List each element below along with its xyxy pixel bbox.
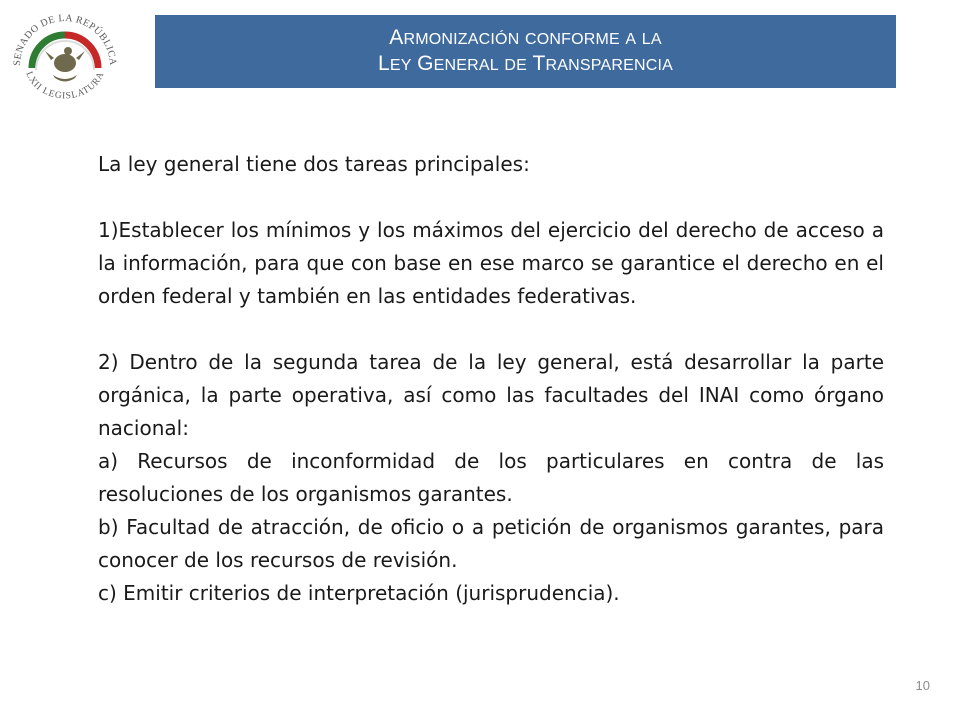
title-capital: A <box>389 25 404 49</box>
title-word: A <box>625 30 637 48</box>
task-1-text: 1)Establecer los mínimos y los máximos del ejercicio del derecho de acceso a la información, para que con base en ese marco se garantice el derecho en el orden federal y también en las entidades federativas. <box>98 218 884 308</box>
title-capital: T <box>532 51 546 75</box>
item-b-text: b) Facultad de atracción, de oficio o a petición de organismos garantes, para conocer de los recursos de revisión. <box>98 515 884 572</box>
slide-body <box>98 148 884 610</box>
title-capital: G <box>417 51 434 75</box>
task-2-text: 2) Dentro de la segunda tarea de la ley general, está desarrollar la parte orgánica, la parte operativa, así como las facultades del INAI como órgano nacional: <box>98 350 884 440</box>
seal-top-text: SENADO DE LA REPÚBLICA <box>11 12 119 67</box>
title-word: DE <box>504 56 528 74</box>
item-c-text: c) Emitir criterios de interpretación (jurisprudencia). <box>98 581 620 605</box>
eagle-emblem-icon <box>45 47 85 82</box>
senado-seal-icon <box>6 8 124 108</box>
title-line-2 <box>378 52 673 78</box>
intro-text: La ley general tiene dos tareas principales: <box>98 152 530 176</box>
page-number: 10 <box>915 678 930 693</box>
title-word: LA <box>641 30 662 48</box>
title-word: ENERAL <box>433 56 499 74</box>
title-word: RANSPARENCIA <box>545 56 673 74</box>
title-line-1 <box>389 26 661 52</box>
title-word: CONFORME <box>524 30 620 48</box>
item-a-text: a) Recursos de inconformidad de los particulares en contra de las resoluciones de los organismos garantes. <box>98 449 884 506</box>
seal-bottom-text: LXII LEGISLATURA <box>23 70 107 102</box>
senado-logo <box>6 8 124 108</box>
slide-title <box>155 15 896 88</box>
title-word: EY <box>389 56 412 74</box>
svg-text:LXII LEGISLATURA <box>23 70 106 101</box>
title-word: RMONIZACIÓN <box>403 30 520 48</box>
title-capital: L <box>377 51 390 75</box>
